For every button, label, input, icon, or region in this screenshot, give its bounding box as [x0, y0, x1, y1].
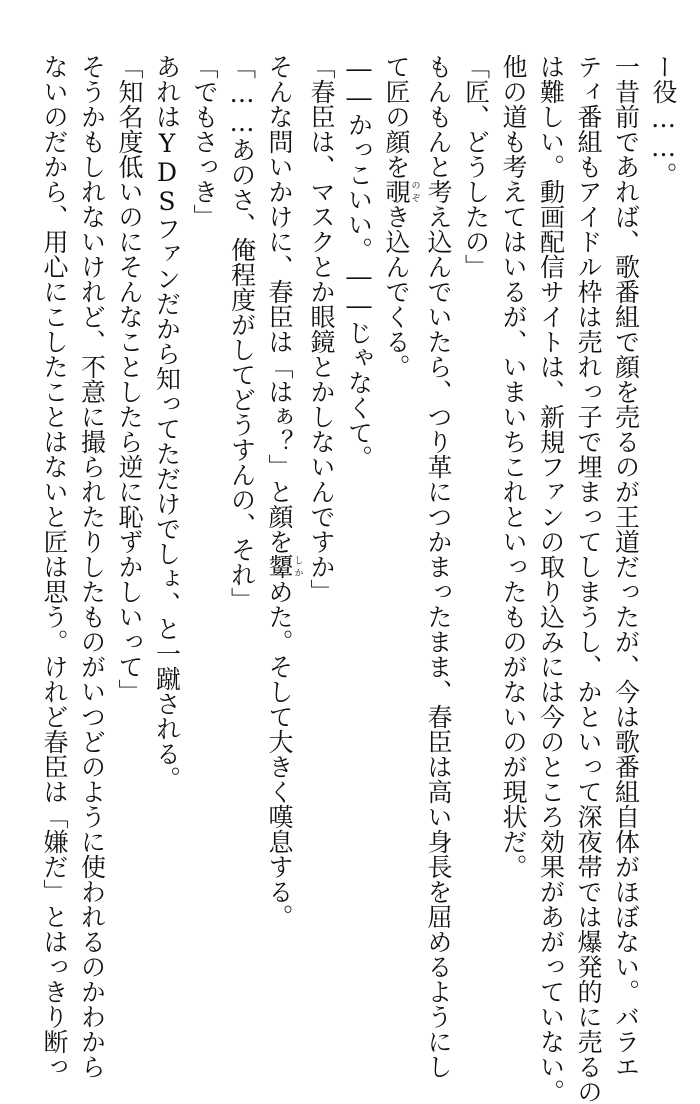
text-line: 他の道も考えてはいるが、いまいちこれといったものがないのが現状だ。	[499, 54, 528, 879]
ruby-text: しか	[292, 554, 303, 579]
text-line	[261, 54, 303, 989]
text-line: そうかもしれないけれど、不意に撮られたりしたものがいつどのように使われるのかわから	[77, 54, 107, 1079]
ruby-base: 覗	[382, 179, 411, 204]
text-line: 「でもさっき」	[190, 54, 219, 229]
text-line: 「知名度低いのにそんなことしたら逆に恥ずかしいって」	[115, 54, 144, 704]
text-line: もんもんと考え込んでいたら、つり革につかまったまま、春臣は高い身長を屈めるようにし	[424, 54, 453, 1079]
ruby-annotation	[265, 554, 303, 579]
text-line: ないのだから、用心にこしたことはないと匠は思う。けれど春臣は「嫌だ」とはっきり断っ	[40, 54, 69, 1079]
text-segment: そんな問いかけに、春臣は「はぁ？」と顔を	[265, 54, 294, 554]
text-line: 「春臣は、マスクとか眼鏡とかしないんですか」	[307, 54, 336, 604]
text-line: 「……あのさ、俺程度がしてどうすんの、それ」	[227, 54, 257, 612]
ruby-text: のぞ	[409, 179, 420, 204]
text-line: ー役……。	[649, 54, 678, 187]
text-line: ティ番組もアイドル枠は売れっ子で埋まってしまうし、かといって深夜帯では爆発的に売るの	[574, 54, 603, 1104]
ruby-annotation	[382, 179, 420, 204]
ruby-base: 顰	[265, 554, 294, 579]
text-line: は難しい。動画配信サイトは、新規ファンの取り込みには今のところ効果があがっていない。	[536, 54, 566, 1104]
text-segment: き込んでくる。	[382, 204, 411, 379]
text-segment: めた。そして大きく嘆息する。	[265, 579, 294, 929]
text-segment: て匠の顔を	[382, 54, 411, 179]
vertical-text-block	[36, 54, 683, 1104]
text-line	[378, 54, 420, 989]
text-line: 一昔前であれば、歌番組で顔を売るのが王道だったが、今は歌番組自体がほぼない。バラエ	[611, 54, 641, 1079]
text-line: 「匠、どうしたの」	[461, 54, 491, 279]
text-line: あれはYDSファンだから知ってただけでしょ、と一蹴される。	[152, 54, 182, 791]
text-line: ――かっこいい。――じゃなくて。	[344, 54, 374, 470]
